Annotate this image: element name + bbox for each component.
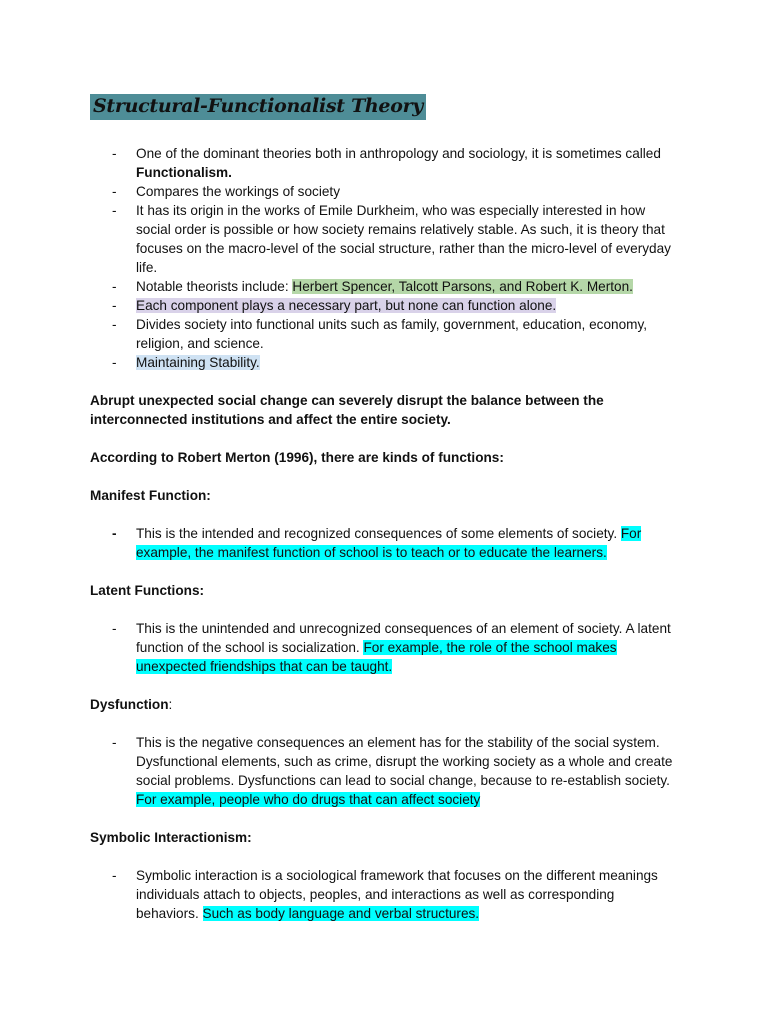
list-item xyxy=(90,144,680,182)
list-item xyxy=(90,182,680,201)
bullet-text: Symbolic interaction is a sociological framework that focuses on the different meanings individuals attach to objects, peoples, and interactions as well as corresponding behaviors. xyxy=(136,868,658,921)
highlighted-text: Maintaining Stability. xyxy=(136,355,260,370)
bullet-text: One of the dominant theories both in anthropology and sociology, it is sometimes called xyxy=(136,146,661,161)
bullet-dash: - xyxy=(112,184,117,199)
highlighted-text: Each component plays a necessary part, but none can function alone. xyxy=(136,298,557,313)
heading-colon: : xyxy=(168,697,173,712)
bullet-text: This is the intended and recognized consequences of some elements of society. xyxy=(136,526,621,541)
list-item xyxy=(90,201,680,277)
bullet-text: Compares the workings of society xyxy=(136,184,340,199)
highlighted-text: Herbert Spencer, Talcott Parsons, and Robert K. Merton. xyxy=(292,279,633,294)
bullet-dash: - xyxy=(112,203,117,218)
bullet-dash: - xyxy=(112,735,117,750)
bullet-dash: - xyxy=(112,298,117,313)
bold-statement: According to Robert Merton (1996), there are kinds of functions: xyxy=(90,450,504,465)
bullet-dash: - xyxy=(112,868,117,883)
list-item xyxy=(90,315,680,353)
document-body xyxy=(90,144,680,923)
list-item xyxy=(90,296,680,315)
dysfunction-list xyxy=(90,733,680,809)
bullet-dash: - xyxy=(112,146,117,161)
bullet-text: This is the negative consequences an element has for the stability of the social system. Dysfunctional elements, such as crime, disrupt the working society as a whole and create social problems. Dysfunctions can lead to social change, because to re-establish society. xyxy=(136,735,673,788)
manifest-list xyxy=(90,524,680,562)
symbolic-list xyxy=(90,866,680,923)
highlighted-example: Such as body language and verbal structures. xyxy=(202,906,480,921)
section-heading-symbolic: Symbolic Interactionism: xyxy=(90,830,252,845)
bullet-dash: - xyxy=(112,317,117,332)
bullet-dash: - xyxy=(112,526,117,541)
bold-statement: Abrupt unexpected social change can severely disrupt the balance between the interconnected institutions and affect the entire society. xyxy=(90,393,604,427)
list-item xyxy=(90,524,680,562)
bullet-text: Notable theorists include: xyxy=(136,279,293,294)
highlighted-example: For example, people who do drugs that can affect society xyxy=(136,792,481,807)
heading-text: Dysfunction xyxy=(90,697,169,712)
bullet-dash: - xyxy=(112,355,117,370)
latent-list xyxy=(90,619,680,676)
list-item xyxy=(90,866,680,923)
bullet-dash: - xyxy=(112,279,117,294)
highlighted-example: For example, the manifest function of school is to teach or to educate the learners. xyxy=(136,526,642,560)
list-item xyxy=(90,619,680,676)
list-item xyxy=(90,733,680,809)
intro-bullet-list xyxy=(90,144,680,372)
bullet-dash: - xyxy=(112,621,117,636)
section-heading-dysfunction xyxy=(90,695,680,714)
list-item xyxy=(90,277,680,296)
bullet-text: Divides society into functional units such as family, government, education, economy, religion, and science. xyxy=(136,317,648,351)
bullet-bold-text: Functionalism. xyxy=(136,165,232,180)
bullet-text: It has its origin in the works of Emile Durkheim, who was especially interested in how social order is possible or how society remains relatively stable. As such, it is theory that focuses on the macro-level of the social structure, rather than the micro-level of everyday life. xyxy=(136,203,671,275)
section-heading-manifest: Manifest Function: xyxy=(90,488,211,503)
page-title: Structural-Functionalist Theory xyxy=(90,94,426,120)
list-item xyxy=(90,353,680,372)
highlighted-example: For example, the role of the school makes unexpected friendships that can be taught. xyxy=(136,640,617,674)
section-heading-latent: Latent Functions: xyxy=(90,583,205,598)
bullet-text: This is the unintended and unrecognized consequences of an element of society. A latent function of the school is socialization. xyxy=(136,621,671,655)
